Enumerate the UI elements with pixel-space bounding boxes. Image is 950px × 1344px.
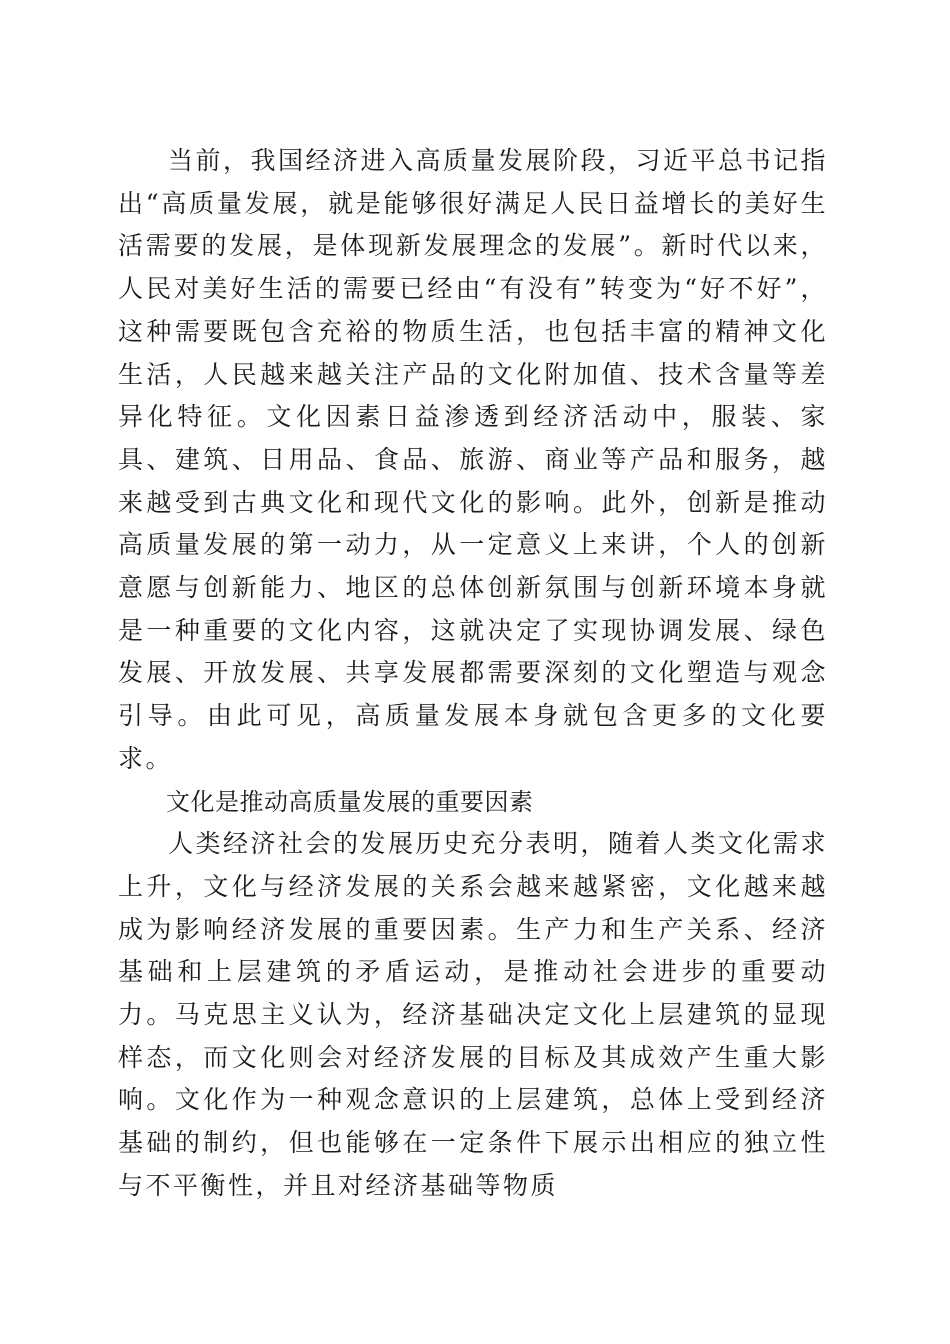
section-heading: 文化是推动高质量发展的重要因素 [166,787,534,816]
paragraph-1: 当前，我国经济进入高质量发展阶段，习近平总书记指出“高质量发展，就是能够很好满足人民日益增长的美好生活需要的发展，是体现新发展理念的发展”。新时代以来，人民对美好生活的需要已经由“有没有”转变为“好不好”，这种需要既包含充裕的物质生活，也包括丰富的精神文化生活，人民越来越关注产品的文化附加值、技术含量等差异化特征。文化因素日益渗透到经济活动中，服装、家具、建筑、日用品、食品、旅游、商业等产品和服务，越来越受到古典文化和现代文化的影响。此外，创新是推动高质量发展的第一动力，从一定意义上来讲，个人的创新意愿与创新能力、地区的总体创新氛围与创新环境本身就是一种重要的文化内容，这就决定了实现协调发展、绿色发展、开放发展、共享发展都需要深刻的文化塑造与观念引导。由此可见，高质量发展本身就包含更多的文化要求。 [118,146,829,773]
paragraph-2: 人类经济社会的发展历史充分表明，随着人类文化需求上升，文化与经济发展的关系会越来越紧密，文化越来越成为影响经济发展的重要因素。生产力和生产关系、经济基础和上层建筑的矛盾运动，是推动社会进步的重要动力。马克思主义认为，经济基础决定文化上层建筑的显现样态，而文化则会对经济发展的目标及其成效产生重大影响。文化作为一种观念意识的上层建筑，总体上受到经济基础的制约，但也能够在一定条件下展示出相应的独立性与不平衡性，并且对经济基础等物质 [118,829,829,1200]
document-body [118,140,828,1208]
